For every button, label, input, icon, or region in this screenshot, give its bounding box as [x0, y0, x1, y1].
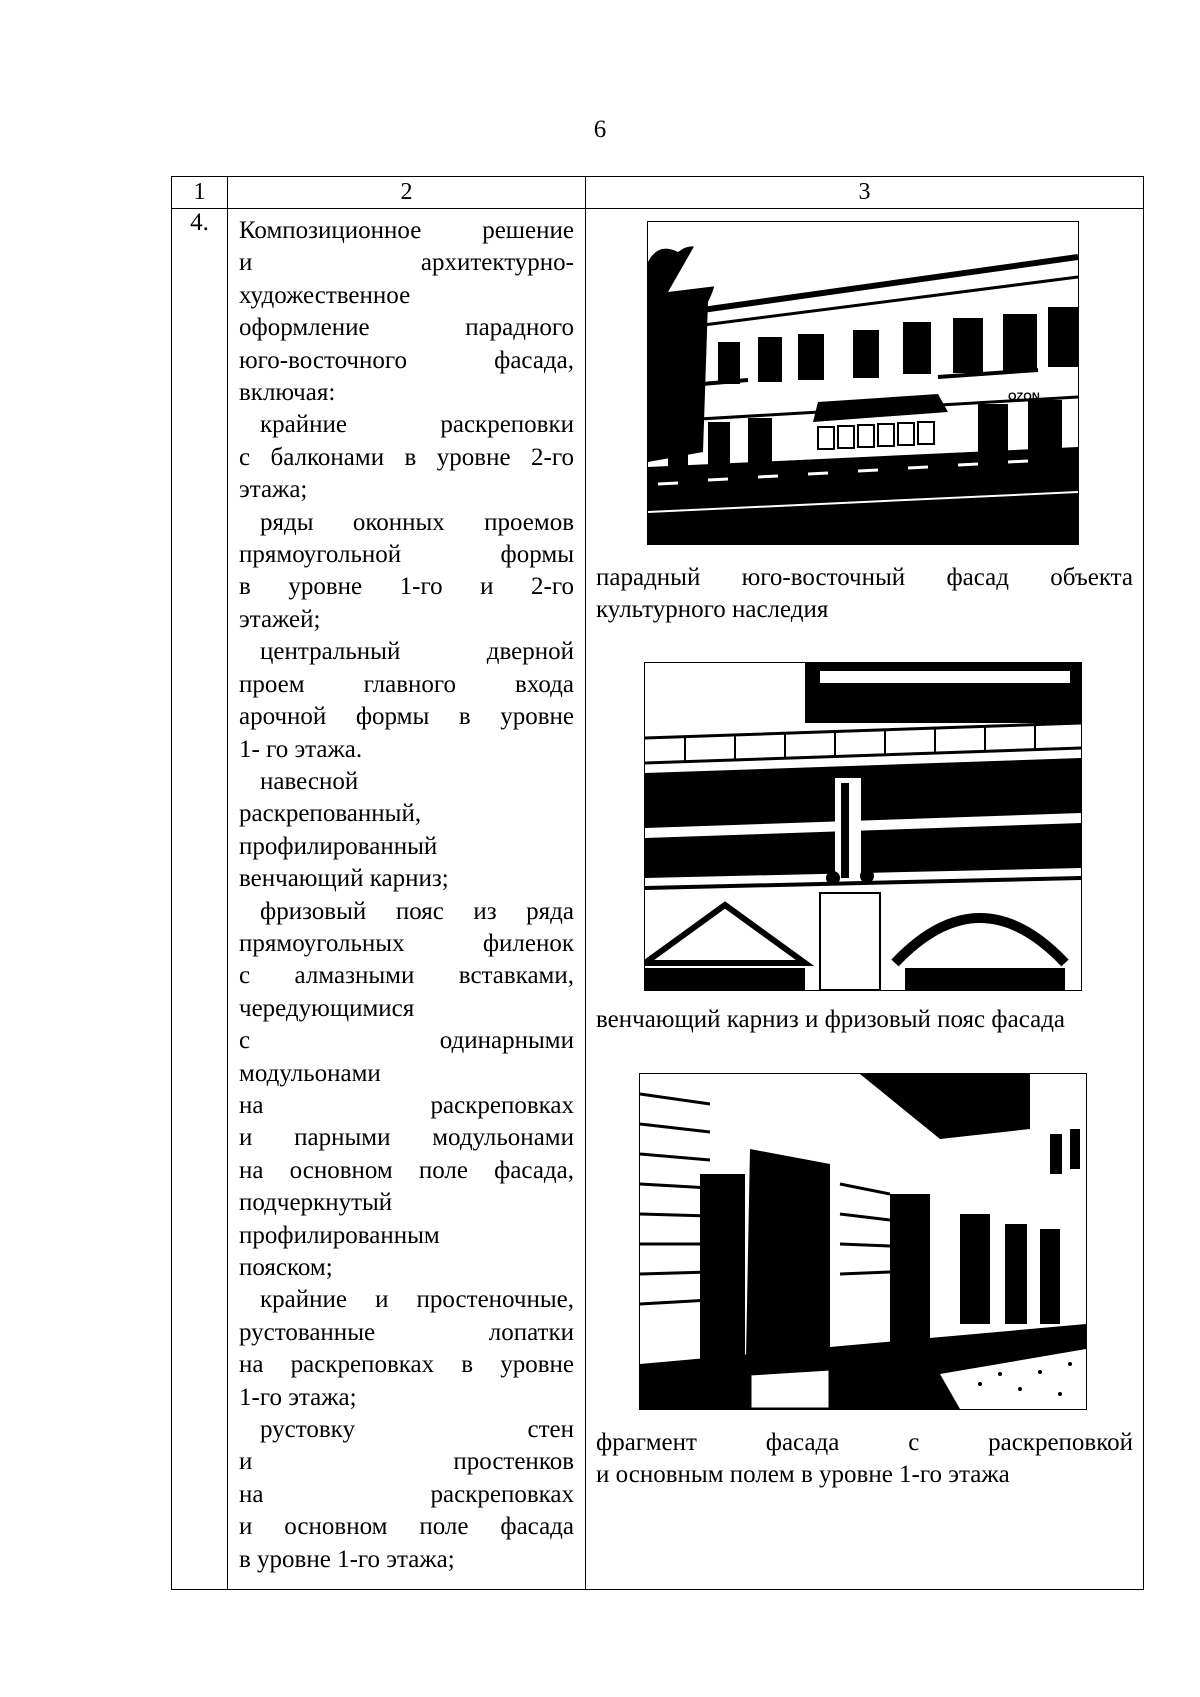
photos-cell: [586, 209, 1144, 1590]
description-line: чередующимися: [239, 994, 415, 1022]
cornice-caption: [596, 1004, 1133, 1036]
element-description: [228, 209, 585, 1576]
heritage-elements-table: [171, 176, 1144, 1590]
description-line: прямоугольных филенок: [239, 929, 574, 957]
header-col-3: 3: [586, 177, 1144, 209]
shop-sign: OZON: [1008, 391, 1040, 403]
description-line: и архитектурно-: [239, 249, 574, 277]
description-line: и простенков: [239, 1448, 574, 1476]
description-line: юго-восточного фасада,: [239, 346, 574, 374]
description-line: этажа;: [239, 476, 308, 504]
description-line: навесной: [260, 767, 359, 795]
description-line: прямоугольной формы: [239, 541, 574, 569]
description-line: рустовку стен: [260, 1416, 574, 1444]
cornice-photo: [644, 662, 1082, 991]
description-cell: [228, 209, 586, 1590]
caption-line: культурного наследия: [596, 596, 829, 624]
facade-photo: [647, 221, 1079, 545]
header-col-2: 2: [228, 177, 586, 209]
description-line: с балконами в уровне 2-го: [239, 443, 574, 471]
description-line: художественное: [239, 281, 411, 309]
fragment-photo: [639, 1073, 1087, 1410]
description-line: крайние раскреповки: [260, 411, 574, 439]
caption-line: и основным полем в уровне 1-го этажа: [596, 1461, 1010, 1489]
description-line: и парными модульонами: [239, 1124, 574, 1152]
description-line: в уровне 1-го и 2-го: [239, 573, 574, 601]
description-line: этажей;: [239, 605, 321, 633]
description-line: в уровне 1-го этажа;: [239, 1545, 455, 1573]
description-line: 1- го этажа.: [239, 735, 363, 763]
description-line: 1-го этажа;: [239, 1383, 357, 1411]
description-line: проем главного входа: [239, 670, 574, 698]
description-line: оформление парадного: [239, 314, 574, 342]
description-line: с одинарными: [239, 1027, 574, 1055]
caption-line: венчающий карниз и фризовый пояс фасада: [596, 1006, 1066, 1033]
description-line: фризовый пояс из ряда: [260, 897, 574, 925]
description-line: крайние и простеночные,: [260, 1286, 574, 1314]
caption-line: фрагмент фасада с раскреповкой: [596, 1429, 1133, 1456]
description-line: арочной формы в уровне: [239, 703, 574, 731]
table-header-row: [172, 177, 1144, 209]
description-line: центральный дверной: [260, 638, 574, 666]
description-line: на основном поле фасада,: [239, 1156, 574, 1184]
caption-line: парадный юго-восточный фасад объекта: [596, 564, 1133, 591]
description-line: включая:: [239, 379, 336, 407]
fragment-caption: [596, 1427, 1133, 1492]
description-line: и основном поле фасада: [239, 1513, 574, 1541]
description-line: на раскреповках в уровне: [239, 1351, 574, 1379]
table-row: [172, 209, 1144, 1590]
description-line: с алмазными вставками,: [239, 962, 574, 990]
row-number: 4.: [172, 209, 228, 1590]
description-line: ряды оконных проемов: [260, 508, 574, 536]
description-line: на раскреповках: [239, 1091, 574, 1119]
description-line: профилированным: [239, 1221, 440, 1249]
page-number: 6: [593, 116, 607, 143]
description-line: пояском;: [239, 1254, 333, 1281]
description-line: раскрепованный,: [239, 800, 422, 828]
description-line: Композиционное решение: [239, 217, 574, 244]
description-line: рустованные лопатки: [239, 1318, 574, 1346]
description-line: профилированный: [239, 832, 438, 860]
description-line: модульонами: [239, 1059, 381, 1087]
description-line: подчеркнутый: [239, 1189, 393, 1217]
description-line: на раскреповках: [239, 1480, 574, 1508]
header-col-1: 1: [172, 177, 228, 209]
description-line: венчающий карниз;: [239, 865, 449, 893]
facade-caption: [596, 562, 1133, 627]
